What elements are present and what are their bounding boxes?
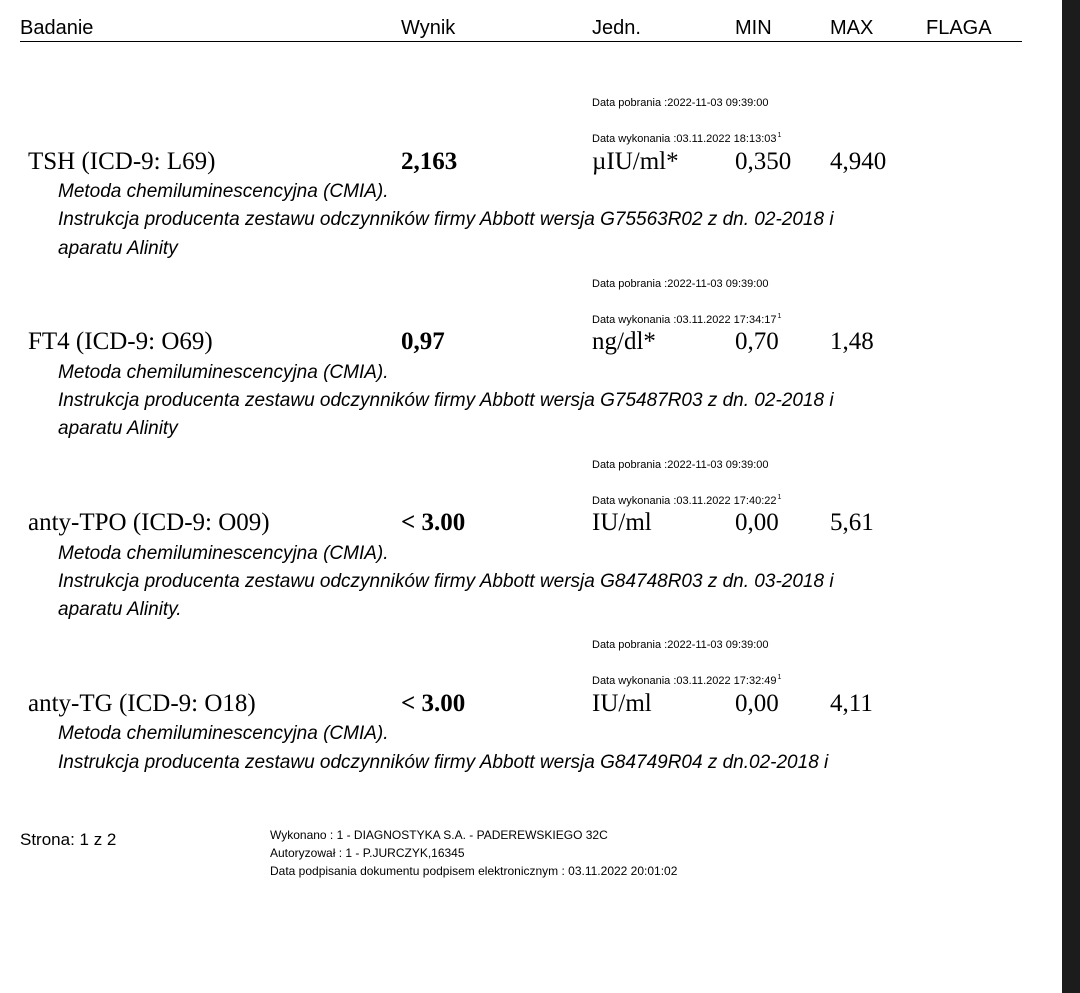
method-note: Metoda chemiluminescencyjna (CMIA).: [58, 181, 389, 202]
instruction-note-cont: aparatu Alinity.: [58, 599, 182, 620]
column-header-min: MIN: [735, 17, 772, 39]
instruction-note: Instrukcja producenta zestawu odczynników firmy Abbott wersja G75563R02 z dn. 02-2018 i: [58, 209, 834, 230]
test-name: FT4 (ICD-9: O69): [28, 328, 213, 355]
test-min: 0,00: [735, 690, 779, 717]
page-number: Strona: 1 z 2: [20, 830, 117, 849]
column-header-badanie: Badanie: [20, 17, 94, 39]
execution-date: Data wykonania :03.11.2022 $17:32:49^1$: [592, 674, 782, 687]
instruction-note: Instrukcja producenta zestawu odczynników firmy Abbott wersja G84749R04 z dn.02-2018 i: [58, 752, 829, 773]
test-unit: IU/ml: [592, 509, 652, 536]
column-header-jedn: Jedn.: [592, 17, 641, 39]
instruction-note: Instrukcja producenta zestawu odczynników firmy Abbott wersja G75487R03 z dn. 02-2018 i: [58, 390, 834, 411]
test-unit: ng/dl*: [592, 328, 656, 355]
test-result: < 3.00: [401, 509, 466, 536]
sample-date: Data pobrania :2022-11-03 09:39:00: [592, 459, 769, 471]
test-max: 5,61: [830, 509, 874, 536]
instruction-note-cont: aparatu Alinity: [58, 238, 178, 259]
test-unit: IU/ml: [592, 690, 652, 717]
page-edge-shadow: [1062, 0, 1080, 993]
signature-date: Data podpisania dokumentu podpisem elektronicznym : 03.11.2022 20:01:02: [270, 864, 678, 878]
header-divider: [20, 41, 1022, 42]
method-note: Metoda chemiluminescencyjna (CMIA).: [58, 543, 389, 564]
instruction-note-cont: aparatu Alinity: [58, 418, 178, 439]
test-min: 0,350: [735, 148, 792, 175]
execution-date: Data wykonania :03.11.2022 $17:40:22^1$: [592, 494, 782, 507]
instruction-note: Instrukcja producenta zestawu odczynników firmy Abbott wersja G84748R03 z dn. 03-2018 i: [58, 571, 834, 592]
test-result: 2,163: [401, 148, 458, 175]
test-unit: µIU/ml*: [592, 148, 679, 175]
test-max: 4,940: [830, 148, 887, 175]
test-name: TSH (ICD-9: L69): [28, 148, 216, 175]
execution-date: Data wykonania :03.11.2022 $17:34:17^1$: [592, 313, 782, 326]
column-header-wynik: Wynik: [401, 17, 456, 39]
sample-date: Data pobrania :2022-11-03 09:39:00: [592, 97, 769, 109]
test-name: anty-TPO (ICD-9: O09): [28, 509, 270, 536]
test-name: anty-TG (ICD-9: O18): [28, 690, 256, 717]
column-header-flaga: FLAGA: [926, 17, 992, 39]
authorized-by: Autoryzował : 1 - P.JURCZYK,16345: [270, 846, 465, 860]
column-header-max: MAX: [830, 17, 874, 39]
test-result: 0,97: [401, 328, 445, 355]
test-result: < 3.00: [401, 690, 466, 717]
performed-by: Wykonano : 1 - DIAGNOSTYKA S.A. - PADEREWSKIEGO 32C: [270, 828, 608, 842]
method-note: Metoda chemiluminescencyjna (CMIA).: [58, 723, 389, 744]
sample-date: Data pobrania :2022-11-03 09:39:00: [592, 639, 769, 651]
test-min: 0,70: [735, 328, 779, 355]
test-max: 1,48: [830, 328, 874, 355]
sample-date: Data pobrania :2022-11-03 09:39:00: [592, 278, 769, 290]
test-min: 0,00: [735, 509, 779, 536]
method-note: Metoda chemiluminescencyjna (CMIA).: [58, 362, 389, 383]
execution-date: Data wykonania :03.11.2022 $18:13:03^1$: [592, 132, 782, 145]
test-max: 4,11: [830, 690, 873, 717]
